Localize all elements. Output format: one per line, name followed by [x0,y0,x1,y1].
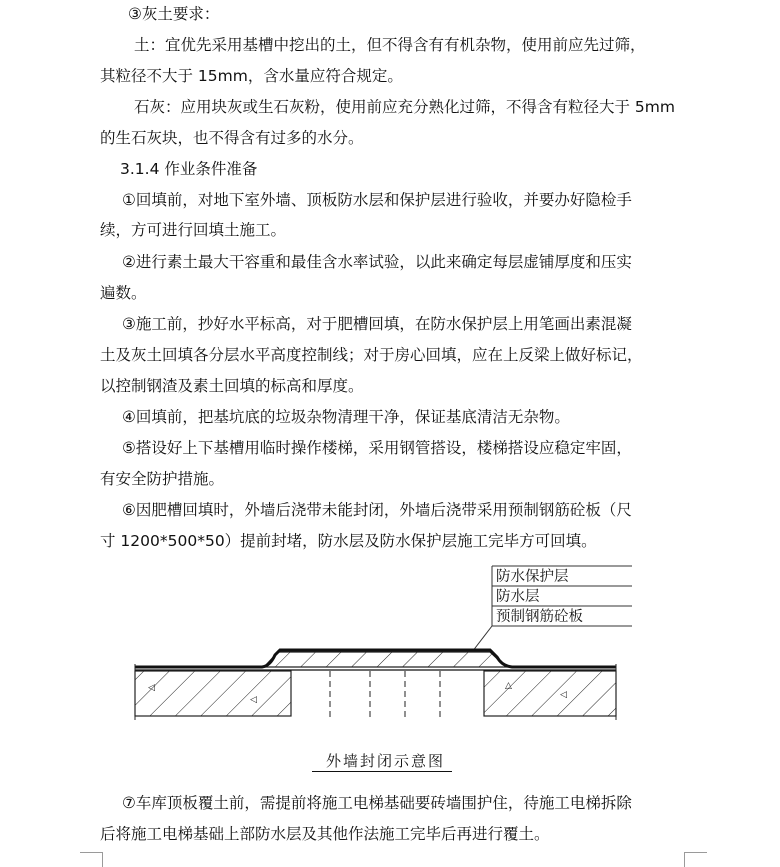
page-corner-mark-left [80,852,103,867]
text-line: 的生石灰块，也不得含有过多的水分。 [100,129,364,147]
text-line: ⑥因肥槽回填时，外墙后浇带未能封闭，外墙后浇带采用预制钢筋砼板（尺 [122,501,632,519]
post-cast-band [330,671,440,718]
page-corner-mark-right [684,852,707,867]
wall-left [135,671,291,716]
svg-text:◁: ◁ [148,683,155,693]
svg-text:◁: ◁ [250,695,257,705]
leader-line [472,626,492,652]
text-line: ③灰土要求： [128,5,220,23]
caption-underline [312,771,452,772]
label-protect-layer: 防水保护层 [496,569,569,585]
text-line: ⑤搭设好上下基槽用临时操作楼梯，采用钢管搭设，楼梯搭设应稳定牢固， [122,439,632,457]
svg-text:△: △ [505,681,512,691]
precast-slab-shape [264,652,506,667]
text-line: 其粒径不大于 15mm，含水量应符合规定。 [100,67,403,85]
text-line: ②进行素土最大干容重和最佳含水率试验，以此来确定每层虚铺厚度和压实 [122,253,632,271]
text-line: ③施工前，抄好水平标高，对于肥槽回填，在防水保护层上用笔画出素混凝 [122,315,632,333]
text-line: 石灰：应用块灰或生石灰粉，使用前应充分熟化过筛，不得含有粒径大于 5mm [134,98,675,116]
text-line: 遍数。 [100,284,147,302]
section-heading: 3.1.4 作业条件准备 [120,160,258,178]
label-waterproof-layer: 防水层 [496,589,540,605]
text-line: ④回填前，把基坑底的垃圾杂物清理干净，保证基底清洁无杂物。 [122,408,570,426]
text-line: 有安全防护措施。 [100,470,225,488]
svg-text:◁: ◁ [560,690,567,700]
label-precast-slab: 预制钢筋砼板 [496,609,583,625]
text-line: 土：宜优先采用基槽中挖出的土，但不得含有有机杂物，使用前应先过筛， [134,36,646,54]
text-line: 以控制钢渣及素土回填的标高和厚度。 [100,377,364,395]
text-line: ①回填前，对地下室外墙、顶板防水层和保护层进行验收，并要办好隐检手 [122,191,632,209]
wall-seal-diagram [0,560,780,750]
wall-right [484,671,616,716]
diagram-caption: 外墙封闭示意图 [326,752,446,770]
text-line: ⑦车库顶板覆土前，需提前将施工电梯基础要砖墙围护住，待施工电梯拆除 [122,794,632,812]
text-line: 后将施工电梯基础上部防水层及其他作法施工完毕后再进行覆土。 [100,825,550,843]
text-line: 土及灰土回填各分层水平高度控制线；对于房心回填，应在上反梁上做好标记， [100,346,643,364]
text-line: 续，方可进行回填土施工。 [100,221,287,239]
text-line: 寸 1200*500*50）提前封堵，防水层及防水保护层施工完毕方可回填。 [100,532,597,550]
